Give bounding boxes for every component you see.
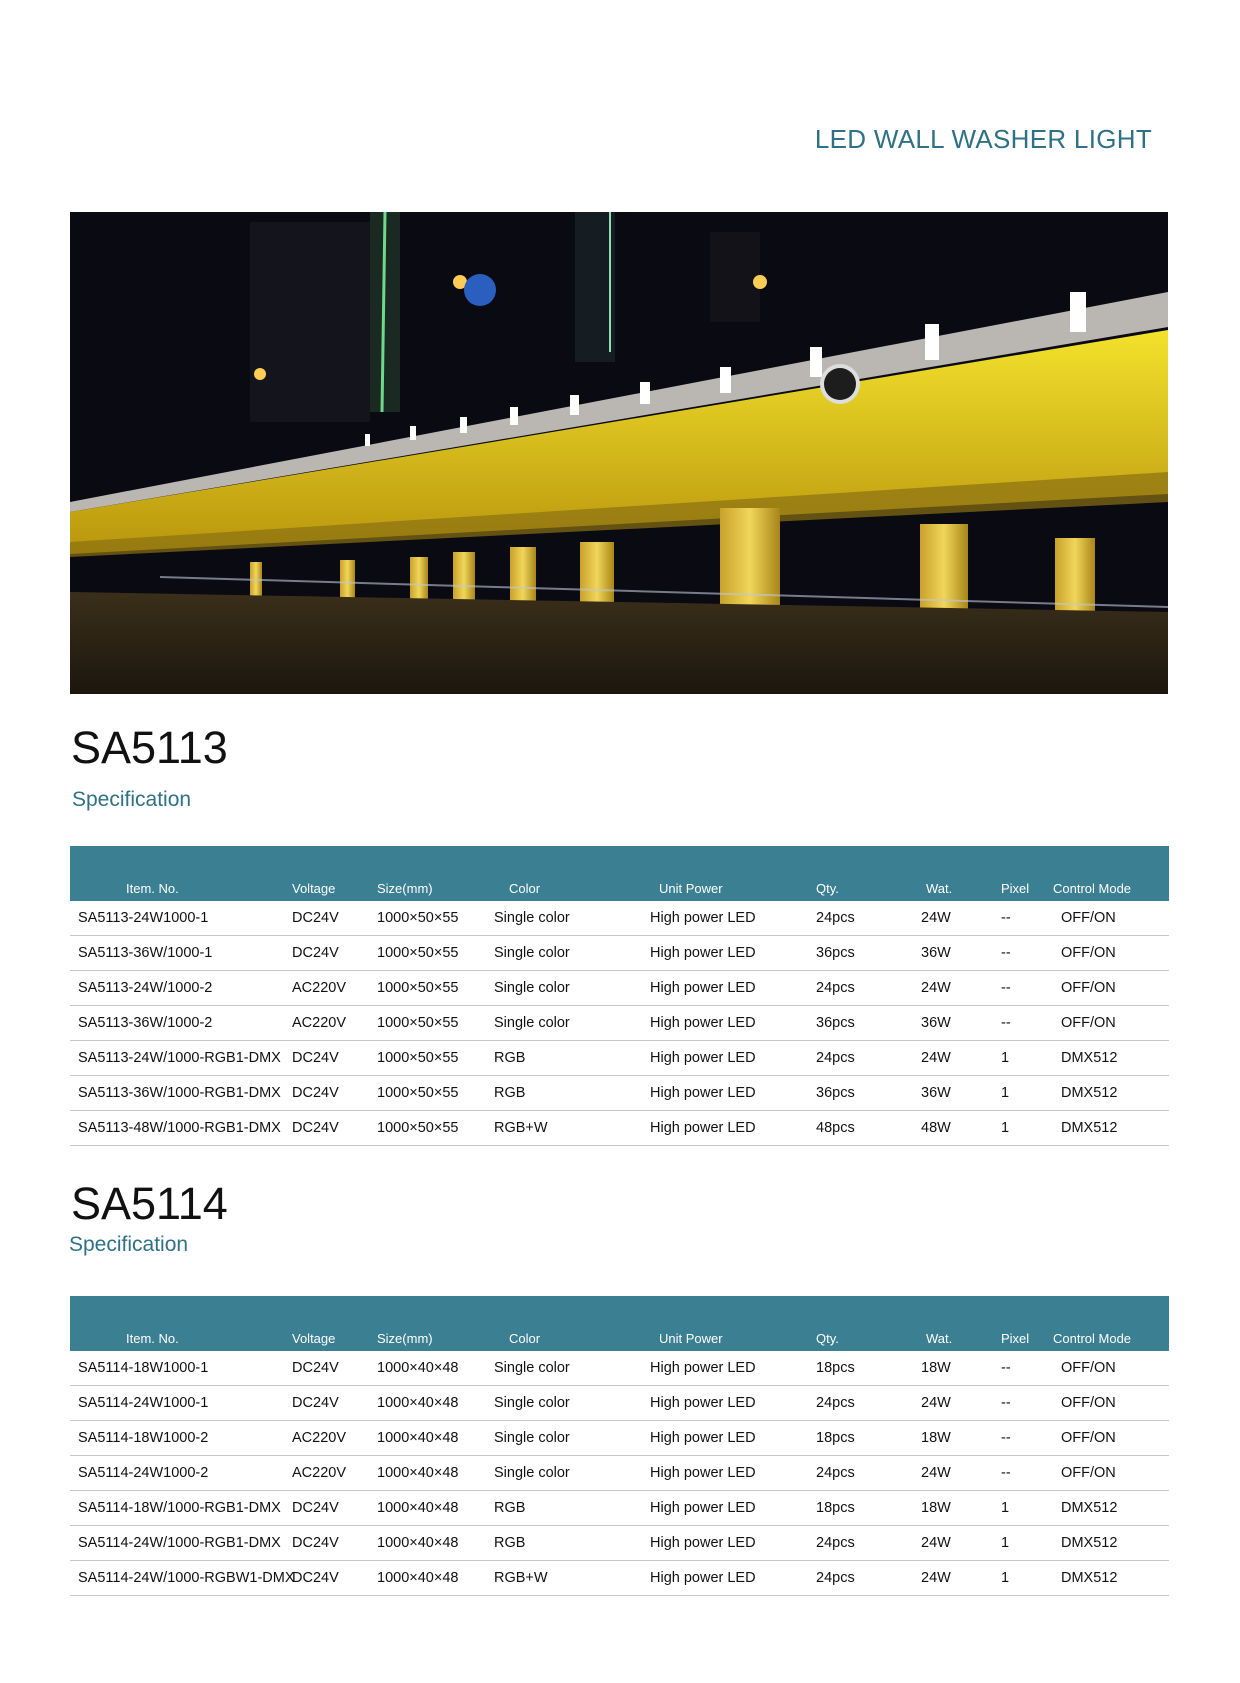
table-row — [70, 1526, 1169, 1561]
col-header-unit-power: Unit Power — [629, 846, 794, 901]
cell-pixel: 1 — [987, 1041, 1053, 1076]
col-header-wattage: Wat. — [901, 1296, 987, 1351]
cell-pixel: -- — [987, 1456, 1053, 1491]
cell-unit-power: High power LED — [629, 1456, 794, 1491]
cell-wattage: 24W — [901, 901, 987, 936]
cell-qty: 48pcs — [794, 1111, 901, 1146]
cell-pixel: 1 — [987, 1111, 1053, 1146]
cell-pixel: -- — [987, 1006, 1053, 1041]
cell-color: Single color — [494, 1456, 629, 1491]
cell-qty: 36pcs — [794, 936, 901, 971]
cell-item-no: SA5114-24W1000-2 — [70, 1456, 292, 1491]
table-row — [70, 1111, 1169, 1146]
cell-unit-power: High power LED — [629, 1006, 794, 1041]
cell-pixel: -- — [987, 1386, 1053, 1421]
table-header-row — [70, 846, 1169, 901]
cell-qty: 24pcs — [794, 1041, 901, 1076]
cell-qty: 24pcs — [794, 1456, 901, 1491]
cell-voltage: AC220V — [292, 1006, 377, 1041]
cell-voltage: DC24V — [292, 1351, 377, 1386]
col-header-item-no: Item. No. — [70, 1296, 292, 1351]
cell-item-no: SA5113-36W/1000-1 — [70, 936, 292, 971]
table-row — [70, 1456, 1169, 1491]
table-row — [70, 1421, 1169, 1456]
cell-unit-power: High power LED — [629, 1386, 794, 1421]
table-row — [70, 1006, 1169, 1041]
cell-voltage: DC24V — [292, 1526, 377, 1561]
table-row — [70, 1076, 1169, 1111]
cell-qty: 24pcs — [794, 901, 901, 936]
table-row — [70, 901, 1169, 936]
table-row — [70, 1561, 1169, 1596]
model-title-sa5113: SA5113 — [71, 722, 228, 773]
cell-control-mode: OFF/ON — [1053, 1456, 1169, 1491]
cell-item-no: SA5114-18W1000-1 — [70, 1351, 292, 1386]
cell-pixel: -- — [987, 971, 1053, 1006]
cell-unit-power: High power LED — [629, 1421, 794, 1456]
cell-item-no: SA5113-36W/1000-2 — [70, 1006, 292, 1041]
cell-size: 1000×40×48 — [377, 1491, 494, 1526]
specification-label-sa5114: Specification — [69, 1233, 189, 1256]
cell-color: Single color — [494, 936, 629, 971]
cell-color: RGB — [494, 1041, 629, 1076]
col-header-control-mode: Control Mode — [1053, 1296, 1169, 1351]
cell-voltage: AC220V — [292, 1421, 377, 1456]
cell-size: 1000×50×55 — [377, 1111, 494, 1146]
cell-size: 1000×50×55 — [377, 901, 494, 936]
cell-wattage: 18W — [901, 1491, 987, 1526]
cell-control-mode: OFF/ON — [1053, 1006, 1169, 1041]
col-header-item-no: Item. No. — [70, 846, 292, 901]
cell-control-mode: DMX512 — [1053, 1526, 1169, 1561]
cell-unit-power: High power LED — [629, 1526, 794, 1561]
cell-size: 1000×50×55 — [377, 936, 494, 971]
cell-item-no: SA5114-24W1000-1 — [70, 1386, 292, 1421]
table-row — [70, 1041, 1169, 1076]
cell-voltage: DC24V — [292, 1076, 377, 1111]
spec-table-sa5113 — [70, 846, 1169, 1146]
specification-label-sa5113: Specification — [72, 788, 192, 811]
cell-item-no: SA5113-48W/1000-RGB1-DMX — [70, 1111, 292, 1146]
table-row — [70, 936, 1169, 971]
cell-control-mode: DMX512 — [1053, 1076, 1169, 1111]
cell-voltage: AC220V — [292, 971, 377, 1006]
cell-control-mode: DMX512 — [1053, 1491, 1169, 1526]
table-row — [70, 971, 1169, 1006]
cell-wattage: 48W — [901, 1111, 987, 1146]
cell-pixel: -- — [987, 1351, 1053, 1386]
cell-control-mode: DMX512 — [1053, 1561, 1169, 1596]
col-header-pixel: Pixel — [987, 1296, 1053, 1351]
col-header-control-mode: Control Mode — [1053, 846, 1169, 901]
col-header-unit-power: Unit Power — [629, 1296, 794, 1351]
cell-size: 1000×50×55 — [377, 1076, 494, 1111]
cell-size: 1000×40×48 — [377, 1456, 494, 1491]
cell-size: 1000×40×48 — [377, 1561, 494, 1596]
cell-pixel: 1 — [987, 1561, 1053, 1596]
cell-wattage: 24W — [901, 1456, 987, 1491]
cell-wattage: 18W — [901, 1421, 987, 1456]
cell-unit-power: High power LED — [629, 936, 794, 971]
table-row — [70, 1491, 1169, 1526]
cell-color: RGB — [494, 1526, 629, 1561]
cell-qty: 24pcs — [794, 1561, 901, 1596]
cell-item-no: SA5114-18W/1000-RGB1-DMX — [70, 1491, 292, 1526]
cell-pixel: -- — [987, 936, 1053, 971]
cell-wattage: 24W — [901, 971, 987, 1006]
cell-control-mode: OFF/ON — [1053, 1421, 1169, 1456]
col-header-color: Color — [494, 1296, 629, 1351]
cell-qty: 18pcs — [794, 1421, 901, 1456]
table-row — [70, 1351, 1169, 1386]
cell-color: RGB — [494, 1491, 629, 1526]
cell-color: Single color — [494, 1006, 629, 1041]
cell-pixel: 1 — [987, 1526, 1053, 1561]
col-header-voltage: Voltage — [292, 1296, 377, 1351]
cell-voltage: DC24V — [292, 1041, 377, 1076]
cell-wattage: 36W — [901, 1006, 987, 1041]
cell-qty: 24pcs — [794, 1526, 901, 1561]
cell-size: 1000×50×55 — [377, 1006, 494, 1041]
cell-unit-power: High power LED — [629, 1561, 794, 1596]
cell-voltage: DC24V — [292, 1561, 377, 1596]
col-header-size: Size(mm) — [377, 1296, 494, 1351]
cell-control-mode: DMX512 — [1053, 1041, 1169, 1076]
cell-qty: 24pcs — [794, 1386, 901, 1421]
cell-qty: 36pcs — [794, 1006, 901, 1041]
cell-qty: 18pcs — [794, 1491, 901, 1526]
cell-color: RGB — [494, 1076, 629, 1111]
cell-item-no: SA5113-24W/1000-RGB1-DMX — [70, 1041, 292, 1076]
cell-item-no: SA5113-36W/1000-RGB1-DMX — [70, 1076, 292, 1111]
cell-qty: 18pcs — [794, 1351, 901, 1386]
cell-voltage: DC24V — [292, 1386, 377, 1421]
model-title-sa5114: SA5114 — [71, 1178, 228, 1229]
cell-item-no: SA5114-24W/1000-RGB1-DMX — [70, 1526, 292, 1561]
cell-control-mode: OFF/ON — [1053, 1386, 1169, 1421]
cell-wattage: 24W — [901, 1386, 987, 1421]
cell-color: Single color — [494, 1386, 629, 1421]
cell-wattage: 18W — [901, 1351, 987, 1386]
cell-size: 1000×40×48 — [377, 1526, 494, 1561]
cell-qty: 24pcs — [794, 971, 901, 1006]
bridge-night-photo — [70, 212, 1168, 694]
cell-size: 1000×50×55 — [377, 971, 494, 1006]
cell-qty: 36pcs — [794, 1076, 901, 1111]
cell-wattage: 36W — [901, 1076, 987, 1111]
col-header-pixel: Pixel — [987, 846, 1053, 901]
cell-unit-power: High power LED — [629, 971, 794, 1006]
cell-color: Single color — [494, 1351, 629, 1386]
cell-item-no: SA5114-24W/1000-RGBW1-DMX — [70, 1561, 292, 1596]
col-header-color: Color — [494, 846, 629, 901]
cell-color: Single color — [494, 971, 629, 1006]
table-header-row — [70, 1296, 1169, 1351]
col-header-qty: Qty. — [794, 1296, 901, 1351]
cell-wattage: 24W — [901, 1526, 987, 1561]
cell-pixel: 1 — [987, 1491, 1053, 1526]
col-header-wattage: Wat. — [901, 846, 987, 901]
table-row — [70, 1386, 1169, 1421]
cell-item-no: SA5113-24W/1000-2 — [70, 971, 292, 1006]
cell-pixel: -- — [987, 901, 1053, 936]
cell-pixel: 1 — [987, 1076, 1053, 1111]
cell-wattage: 24W — [901, 1561, 987, 1596]
cell-control-mode: DMX512 — [1053, 1111, 1169, 1146]
col-header-voltage: Voltage — [292, 846, 377, 901]
col-header-qty: Qty. — [794, 846, 901, 901]
cell-unit-power: High power LED — [629, 1351, 794, 1386]
cell-size: 1000×40×48 — [377, 1386, 494, 1421]
cell-unit-power: High power LED — [629, 1491, 794, 1526]
cell-color: RGB+W — [494, 1111, 629, 1146]
cell-voltage: AC220V — [292, 1456, 377, 1491]
cell-size: 1000×50×55 — [377, 1041, 494, 1076]
cell-unit-power: High power LED — [629, 1111, 794, 1146]
cell-item-no: SA5113-24W1000-1 — [70, 901, 292, 936]
cell-control-mode: OFF/ON — [1053, 1351, 1169, 1386]
col-header-size: Size(mm) — [377, 846, 494, 901]
page-title: LED WALL WASHER LIGHT — [814, 124, 1152, 154]
cell-item-no: SA5114-18W1000-2 — [70, 1421, 292, 1456]
cell-unit-power: High power LED — [629, 1076, 794, 1111]
cell-unit-power: High power LED — [629, 1041, 794, 1076]
cell-size: 1000×40×48 — [377, 1351, 494, 1386]
cell-size: 1000×40×48 — [377, 1421, 494, 1456]
cell-wattage: 24W — [901, 1041, 987, 1076]
cell-color: RGB+W — [494, 1561, 629, 1596]
cell-voltage: DC24V — [292, 1111, 377, 1146]
cell-control-mode: OFF/ON — [1053, 936, 1169, 971]
cell-voltage: DC24V — [292, 901, 377, 936]
cell-unit-power: High power LED — [629, 901, 794, 936]
cell-wattage: 36W — [901, 936, 987, 971]
cell-control-mode: OFF/ON — [1053, 901, 1169, 936]
cell-voltage: DC24V — [292, 936, 377, 971]
cell-color: Single color — [494, 901, 629, 936]
cell-control-mode: OFF/ON — [1053, 971, 1169, 1006]
spec-table-sa5114 — [70, 1296, 1169, 1596]
cell-color: Single color — [494, 1421, 629, 1456]
cell-pixel: -- — [987, 1421, 1053, 1456]
cell-voltage: DC24V — [292, 1491, 377, 1526]
